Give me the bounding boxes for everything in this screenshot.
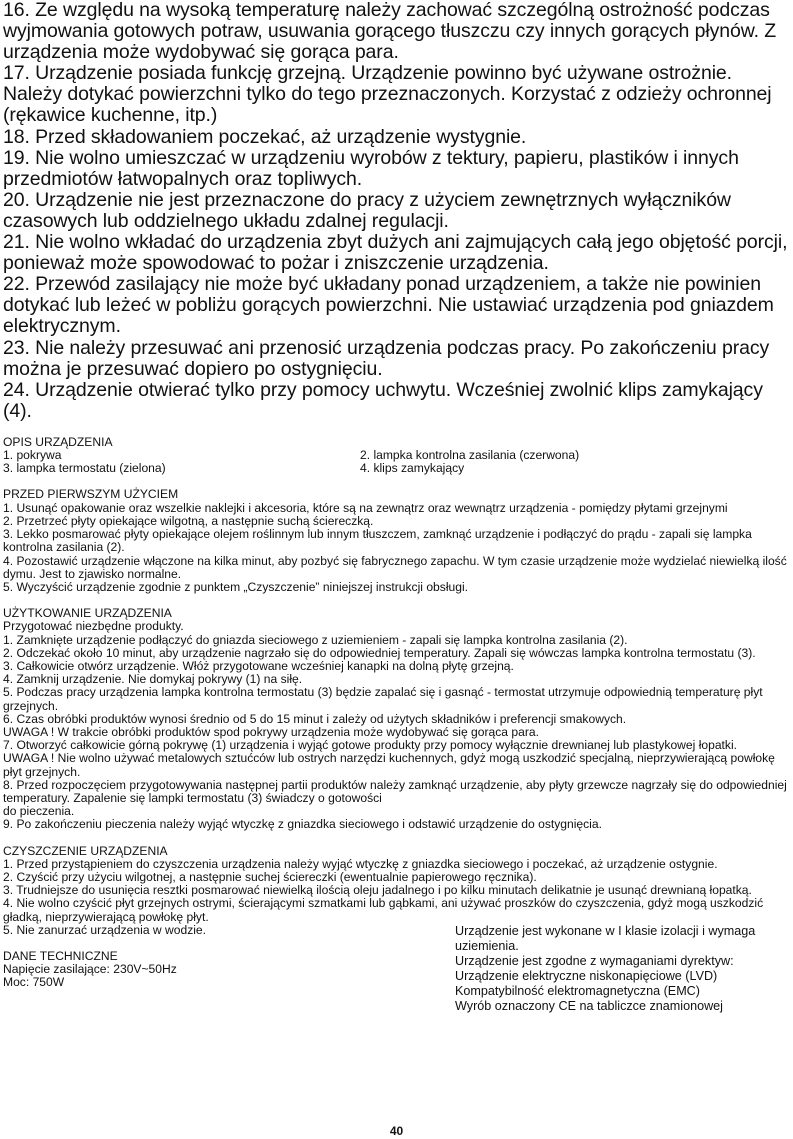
safety-item: 17. Urządzenie posiada funkcję grzejną. Urządzenie powinno być używane ostrożnie. Należy dotykać powierzchni tylko do tego przeznaczonych. Korzystać z odzieży ochronnej (rękawice kuchenne, itp.) xyxy=(3,62,772,127)
list-item: 5. Podczas pracy urządzenia lampka kontrolna termostatu (3) będzie zapalać się i gasnąć - termostat utrzymuje odpowiednią temperaturę płyt grzejnych. xyxy=(3,685,763,713)
list-item: 5. Wyczyścić urządzenie zgodnie z punktem „Czyszczenie” niniejszej instrukcji obsługi. xyxy=(3,579,469,594)
spec-line: Moc: 750W xyxy=(3,975,65,990)
spec-line: Napięcie zasilające: 230V~50Hz xyxy=(3,962,177,977)
description-item: 4. klips zamykający xyxy=(360,461,465,476)
list-item: 7. Otworzyć całkowicie górną pokrywę (1) urządzenia i wyjąć gotowe produkty przy pomocy wyłącznie drewnianej lub plastykowej łopatki. xyxy=(3,738,738,753)
safety-item: 16. Ze względu na wysoką temperaturę należy zachować szczególną ostrożność podczas wyjmowania gotowych potraw, usuwania gorącego tłuszczu czy innych gorących płynów. Z urządzenia może wydobywać się gorąca para. xyxy=(3,0,777,64)
list-item: 4. Zamknij urządzenie. Nie domykaj pokrywy (1) na siłę. xyxy=(3,672,303,687)
list-item: 1. Usunąć opakowanie oraz wszelkie naklejki i akcesoria, które są na zewnątrz oraz wewnątrz urządzenia - pomiędzy płytami grzejnymi xyxy=(3,500,728,515)
description-section xyxy=(3,436,793,476)
safety-item: 23. Nie należy przesuwać ani przenosić urządzenia podczas pracy. Po zakończeniu pracy można je przesuwać dopiero po ostygnięciu. xyxy=(3,336,770,380)
list-item: 6. Czas obróbki produktów wynosi średnio od 5 do 15 minut i zależy od użytych składników i preferencji smakowych. xyxy=(3,711,627,726)
list-item: Przygotować niezbędne produkty. xyxy=(3,619,184,634)
warning-text: UWAGA ! W trakcie obróbki produktów spod pokrywy urządzenia może wydobywać się gorąca para. xyxy=(3,724,539,739)
compliance-box xyxy=(455,924,790,1015)
safety-item: 19. Nie wolno umieszczać w urządzeniu wyrobów z tektury, papieru, plastików i innych przedmiotów łatwopalnych oraz topliwych. xyxy=(3,146,739,190)
manual-page xyxy=(3,0,793,1014)
list-item: do pieczenia. xyxy=(3,804,75,819)
section-heading: PRZED PIERWSZYM UŻYCIEM xyxy=(3,487,179,502)
description-item: 2. lampka kontrolna zasilania (czerwona) xyxy=(360,448,580,463)
section-heading: OPIS URZĄDZENIA xyxy=(3,434,113,449)
list-item: 1. Zamknięte urządzenie podłączyć do gniazda sieciowego z uziemieniem - zapali się lampka kontrolna zasilania (2). xyxy=(3,632,628,647)
list-item: 2. Odczekać około 10 minut, aby urządzenie nagrzało się do odpowiedniej temperatury. Zapali się wówczas lampka kontrolna termostatu (3). xyxy=(3,645,756,660)
safety-item: 21. Nie wolno wkładać do urządzenia zbyt dużych ani zajmujących całą jego objętość porcji, ponieważ może spowodować to pożar i zniszczenie urządzenia. xyxy=(3,231,788,275)
usage-section xyxy=(3,607,793,831)
list-item: 3. Lekko posmarować płyty opiekające olejem roślinnym lub innym tłuszczem, zamknąć urządzenie i podłączyć do prądu - zapali się lampka kontrolna zasilania (2). xyxy=(3,527,752,555)
safety-item: 20. Urządzenie nie jest przeznaczone do pracy z użyciem zewnętrznych wyłączników czasowych lub oddzielnego układu zdalnej regulacji. xyxy=(3,188,731,232)
compliance-line: Wyrób oznaczony CE na tabliczce znamionowej xyxy=(455,999,723,1014)
page-number: 40 xyxy=(389,1124,404,1138)
compliance-line: Kompatybilność elektromagnetyczna (EMC) xyxy=(455,984,700,999)
list-item: 4. Nie wolno czyścić płyt grzejnych ostrymi, ścierającymi szmatkami lub gąbkami, ani używać proszków do czyszczenia, gdyż mogą uszkodzić gładką, nieprzywierającą powłokę płyt. xyxy=(3,896,764,924)
list-item: 2. Czyścić przy użyciu wilgotnej, a następnie suchej ściereczki (ewentualnie papierowego ręcznika). xyxy=(3,869,537,884)
safety-item: 18. Przed składowaniem poczekać, aż urządzenie wystygnie. xyxy=(3,125,527,148)
section-heading: CZYSZCZENIE URZĄDZENIA xyxy=(3,843,168,858)
description-item: 1. pokrywa xyxy=(3,448,62,463)
description-row xyxy=(3,462,793,475)
warning-text: UWAGA ! Nie wolno używać metalowych sztućców lub ostrych narzędzi kuchennych, gdyż mogą uszkodzić specjalną, nieprzywierającą powłokę płyt grzejnych. xyxy=(3,751,775,779)
list-item: 4. Pozostawić urządzenie włączone na kilka minut, aby pozbyć się fabrycznego zapachu. W tym czasie urządzenie może wydzielać niewielką ilość dymu. Jest to zjawisko normalne. xyxy=(3,553,787,581)
list-item: 3. Całkowicie otwórz urządzenie. Włóż przygotowane wcześniej kanapki na dolną płytę grzejną. xyxy=(3,658,514,673)
description-item: 3. lampka termostatu (zielona) xyxy=(3,461,166,476)
safety-item: 24. Urządzenie otwierać tylko przy pomocy uchwytu. Wcześniej zwolnić klips zamykający (4). xyxy=(3,378,763,422)
list-item: 3. Trudniejsze do usunięcia resztki posmarować niewielką ilością oleju jadalnego i po kilku minutach delikatnie je usunąć drewnianą łopatką. xyxy=(3,883,752,898)
safety-item: 22. Przewód zasilający nie może być układany ponad urządzeniem, a także nie powinien dotykać lub leżeć w pobliżu gorących powierzchni. Nie ustawiać urządzenia pod gniazdem elektrycznym. xyxy=(3,273,774,338)
first-use-section xyxy=(3,488,793,594)
cleaning-section xyxy=(3,845,793,924)
list-item: 1. Przed przystąpieniem do czyszczenia urządzenia należy wyjąć wtyczkę z gniazdka sieciowego i poczekać, aż urządzenie ostygnie. xyxy=(3,856,718,871)
safety-list xyxy=(3,0,793,422)
list-item: 2. Przetrzeć płyty opiekające wilgotną, a następnie suchą ściereczką. xyxy=(3,513,374,528)
list-item: 8. Przed rozpoczęciem przygotowywania następnej partii produktów należy zamknąć urządzenie, aby płyty grzewcze nagrzały się do odpowiedniej temperatury. Zapalenie się lampki termostatu (3) świadczy o gotowości xyxy=(3,777,787,805)
compliance-line: Urządzenie jest zgodne z wymaganiami dyrektyw: xyxy=(455,953,734,968)
compliance-line: Urządzenie jest wykonane w I klasie izolacji i wymaga uziemienia. xyxy=(455,923,756,953)
section-heading: DANE TECHNICZNE xyxy=(3,948,118,963)
compliance-line: Urządzenie elektryczne niskonapięciowe (LVD) xyxy=(455,969,718,984)
list-item: 9. Po zakończeniu pieczenia należy wyjąć wtyczkę z gniazdka sieciowego i odstawić urządzenie do ostygnięcia. xyxy=(3,817,602,832)
section-heading: UŻYTKOWANIE URZĄDZENIA xyxy=(3,606,172,621)
list-item: 5. Nie zanurzać urządzenia w wodzie. xyxy=(3,922,207,937)
bottom-area xyxy=(3,922,793,1014)
